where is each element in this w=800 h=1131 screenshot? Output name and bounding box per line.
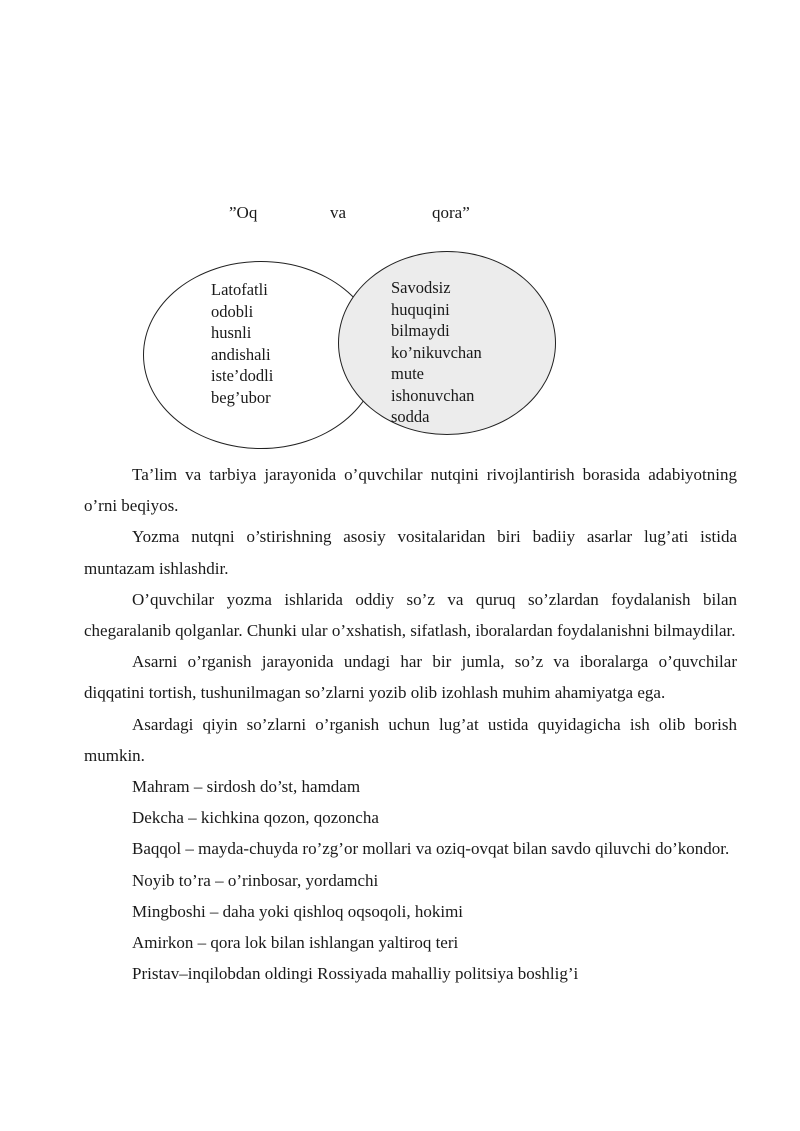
paragraph: Ta’lim va tarbiya jarayonida o’quvchilar nutqini rivojlantirish borasida adabiyotning o’rni beqiyos. [84, 465, 737, 516]
right-circle-word: mute [391, 364, 424, 383]
right-circle-word: ko’nikuvchan [391, 342, 482, 362]
left-circle-word: beg’ubor [211, 387, 271, 407]
glossary-entry: Baqqol – mayda-chuyda ro’zg’or mollari va oziq-ovqat bilan savdo qiluvchi do’kondor. [132, 839, 730, 859]
right-circle-word-list [391, 277, 482, 428]
right-circle-word: Savodsiz [391, 278, 451, 297]
right-circle-word: bilmaydi [391, 321, 450, 340]
paragraph: Yozma nutqni o’stirishning asosiy vositalaridan biri badiiy asarlar lug’ati istida muntazam ishlashdir. [84, 527, 737, 578]
glossary-entry: Amirkon – qora lok bilan ishlangan yaltiroq teri [132, 933, 459, 953]
body-text [84, 459, 737, 989]
glossary-entry: Mingboshi – daha yoki qishloq oqsoqoli, hokimi [132, 901, 464, 921]
right-circle-word: huquqini [391, 299, 450, 319]
glossary-entry: Mahram – sirdosh do’st, hamdam [132, 777, 361, 797]
paragraph: Asarni o’rganish jarayonida undagi har bir jumla, so’z va iboralarga o’quvchilar diqqatini tortish, tushunilmagan so’zlarni yozib olib izohlash muhim ahamiyatga ega. [84, 652, 737, 703]
paragraph: O’quvchilar yozma ishlarida oddiy so’z va quruq so’zlardan foydalanish bilan chegaralanib qolganlar. Chunki ular o’xshatish, sifatlash, iboralardan foydalanishni bilmaydilar. [84, 589, 737, 641]
right-circle-word: ishonuvchan [391, 385, 475, 405]
glossary-entry: Dekcha – kichkina qozon, qozoncha [132, 808, 379, 828]
glossary-entry: Pristav–inqilobdan oldingi Rossiyada mahalliy politsiya boshlig’i [132, 964, 579, 984]
diagram-heading-qora: qora” [432, 203, 470, 222]
left-circle-word: Latofatli [211, 280, 268, 299]
glossary-entry: Noyib to’ra – o’rinbosar, yordamchi [132, 870, 379, 890]
left-circle-word: andishali [211, 344, 271, 364]
diagram-heading-va: va [330, 203, 347, 222]
left-circle-word: iste’dodli [211, 366, 274, 385]
right-circle-word: sodda [391, 407, 430, 426]
diagram-heading-oq: ”Oq [229, 203, 258, 222]
paragraph: Asardagi qiyin so’zlarni o’rganish uchun lug’at ustida quyidagicha ish olib borish mumkin. [84, 714, 737, 765]
left-circle-word: husnli [211, 323, 252, 342]
left-circle-word-list [211, 279, 273, 408]
left-circle-word: odobli [211, 301, 254, 321]
venn-diagram [0, 0, 800, 460]
